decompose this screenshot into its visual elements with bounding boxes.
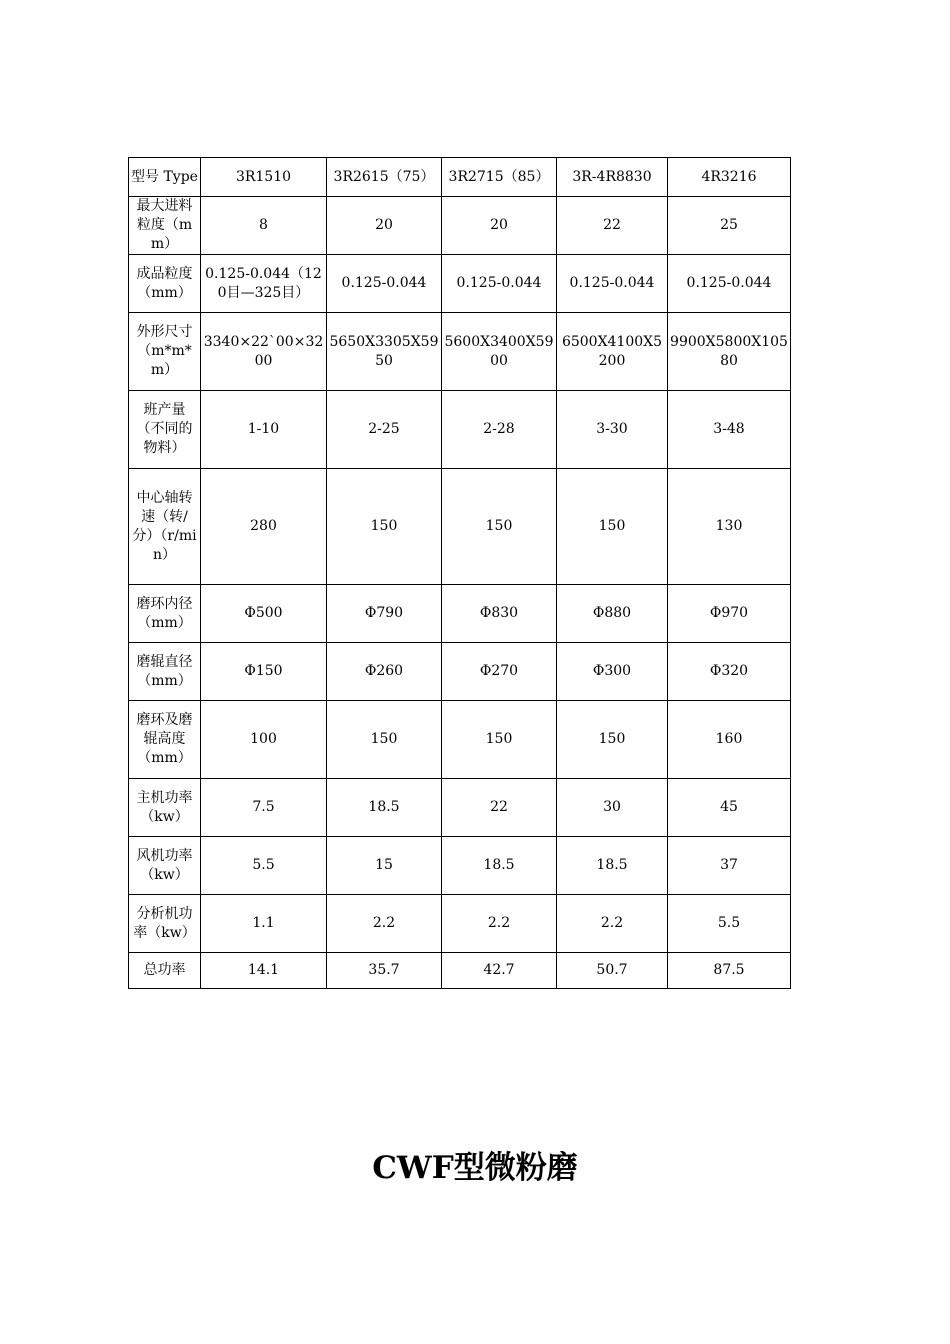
value-cell: 14.1	[201, 953, 327, 989]
row-label-cell: 分析机功率（kw）	[129, 895, 201, 953]
row-label-cell: 总功率	[129, 953, 201, 989]
row-label-cell: 外形尺寸（m*m*m）	[129, 313, 201, 391]
table-row	[129, 643, 791, 701]
row-label-cell: 主机功率（kw）	[129, 779, 201, 837]
value-cell: 87.5	[668, 953, 791, 989]
value-cell: 3-48	[668, 391, 791, 469]
value-cell: Φ970	[668, 585, 791, 643]
table-row	[129, 585, 791, 643]
model-cell: 3R1510	[201, 158, 327, 197]
value-cell: 2.2	[442, 895, 557, 953]
value-cell: 50.7	[557, 953, 668, 989]
table-row	[129, 953, 791, 989]
row-label-cell: 最大进料粒度（mm）	[129, 197, 201, 255]
value-cell: 25	[668, 197, 791, 255]
table-row	[129, 469, 791, 585]
value-cell: 18.5	[442, 837, 557, 895]
model-cell: 3R2715（85）	[442, 158, 557, 197]
value-cell: 5.5	[668, 895, 791, 953]
value-cell: 1.1	[201, 895, 327, 953]
table-header-row	[129, 158, 791, 197]
section-title: CWF型微粉磨	[372, 1150, 578, 1186]
value-cell: 42.7	[442, 953, 557, 989]
value-cell: 150	[557, 469, 668, 585]
table-row	[129, 895, 791, 953]
row-label-cell: 成品粒度（mm）	[129, 255, 201, 313]
value-cell: 2.2	[557, 895, 668, 953]
value-cell: 22	[557, 197, 668, 255]
value-cell: Φ320	[668, 643, 791, 701]
value-cell: 6500X4100X5200	[557, 313, 668, 391]
row-label-cell: 班产量（不同的物料）	[129, 391, 201, 469]
value-cell: 150	[442, 701, 557, 779]
value-cell: 1-10	[201, 391, 327, 469]
table-row	[129, 779, 791, 837]
value-cell: 130	[668, 469, 791, 585]
value-cell: 150	[327, 469, 442, 585]
table-row	[129, 255, 791, 313]
value-cell: 20	[442, 197, 557, 255]
value-cell: 37	[668, 837, 791, 895]
value-cell: 0.125-0.044	[557, 255, 668, 313]
value-cell: 2.2	[327, 895, 442, 953]
value-cell: 0.125-0.044	[442, 255, 557, 313]
value-cell: 0.125-0.044（120目—325目）	[201, 255, 327, 313]
value-cell: 3-30	[557, 391, 668, 469]
value-cell: 30	[557, 779, 668, 837]
value-cell: 5.5	[201, 837, 327, 895]
value-cell: Φ260	[327, 643, 442, 701]
value-cell: 5650X3305X5950	[327, 313, 442, 391]
model-cell: 4R3216	[668, 158, 791, 197]
value-cell: Φ150	[201, 643, 327, 701]
table-row	[129, 313, 791, 391]
value-cell: 3340×22`00×3200	[201, 313, 327, 391]
row-label-cell: 中心轴转速（转/分）（r/min）	[129, 469, 201, 585]
value-cell: Φ270	[442, 643, 557, 701]
value-cell: 150	[442, 469, 557, 585]
value-cell: 280	[201, 469, 327, 585]
value-cell: 160	[668, 701, 791, 779]
value-cell: 150	[557, 701, 668, 779]
value-cell: Φ830	[442, 585, 557, 643]
value-cell: Φ300	[557, 643, 668, 701]
value-cell: 22	[442, 779, 557, 837]
value-cell: 150	[327, 701, 442, 779]
row-label-cell: 磨环及磨辊高度（mm）	[129, 701, 201, 779]
value-cell: 18.5	[327, 779, 442, 837]
value-cell: Φ790	[327, 585, 442, 643]
value-cell: 0.125-0.044	[327, 255, 442, 313]
table-row	[129, 391, 791, 469]
value-cell: Φ500	[201, 585, 327, 643]
table-row	[129, 197, 791, 255]
model-cell: 3R2615（75）	[327, 158, 442, 197]
value-cell: 5600X3400X5900	[442, 313, 557, 391]
value-cell: 20	[327, 197, 442, 255]
value-cell: 35.7	[327, 953, 442, 989]
value-cell: 2-25	[327, 391, 442, 469]
value-cell: 2-28	[442, 391, 557, 469]
row-label-cell: 磨环内径（mm）	[129, 585, 201, 643]
value-cell: 15	[327, 837, 442, 895]
value-cell: 7.5	[201, 779, 327, 837]
table-row	[129, 837, 791, 895]
table-row	[129, 701, 791, 779]
value-cell: Φ880	[557, 585, 668, 643]
value-cell: 0.125-0.044	[668, 255, 791, 313]
value-cell: 18.5	[557, 837, 668, 895]
header-label-cell: 型号 Type	[129, 158, 201, 197]
row-label-cell: 磨辊直径（mm）	[129, 643, 201, 701]
value-cell: 9900X5800X10580	[668, 313, 791, 391]
model-cell: 3R-4R8830	[557, 158, 668, 197]
row-label-cell: 风机功率（kw）	[129, 837, 201, 895]
value-cell: 45	[668, 779, 791, 837]
value-cell: 100	[201, 701, 327, 779]
value-cell: 8	[201, 197, 327, 255]
specification-table	[128, 157, 791, 989]
